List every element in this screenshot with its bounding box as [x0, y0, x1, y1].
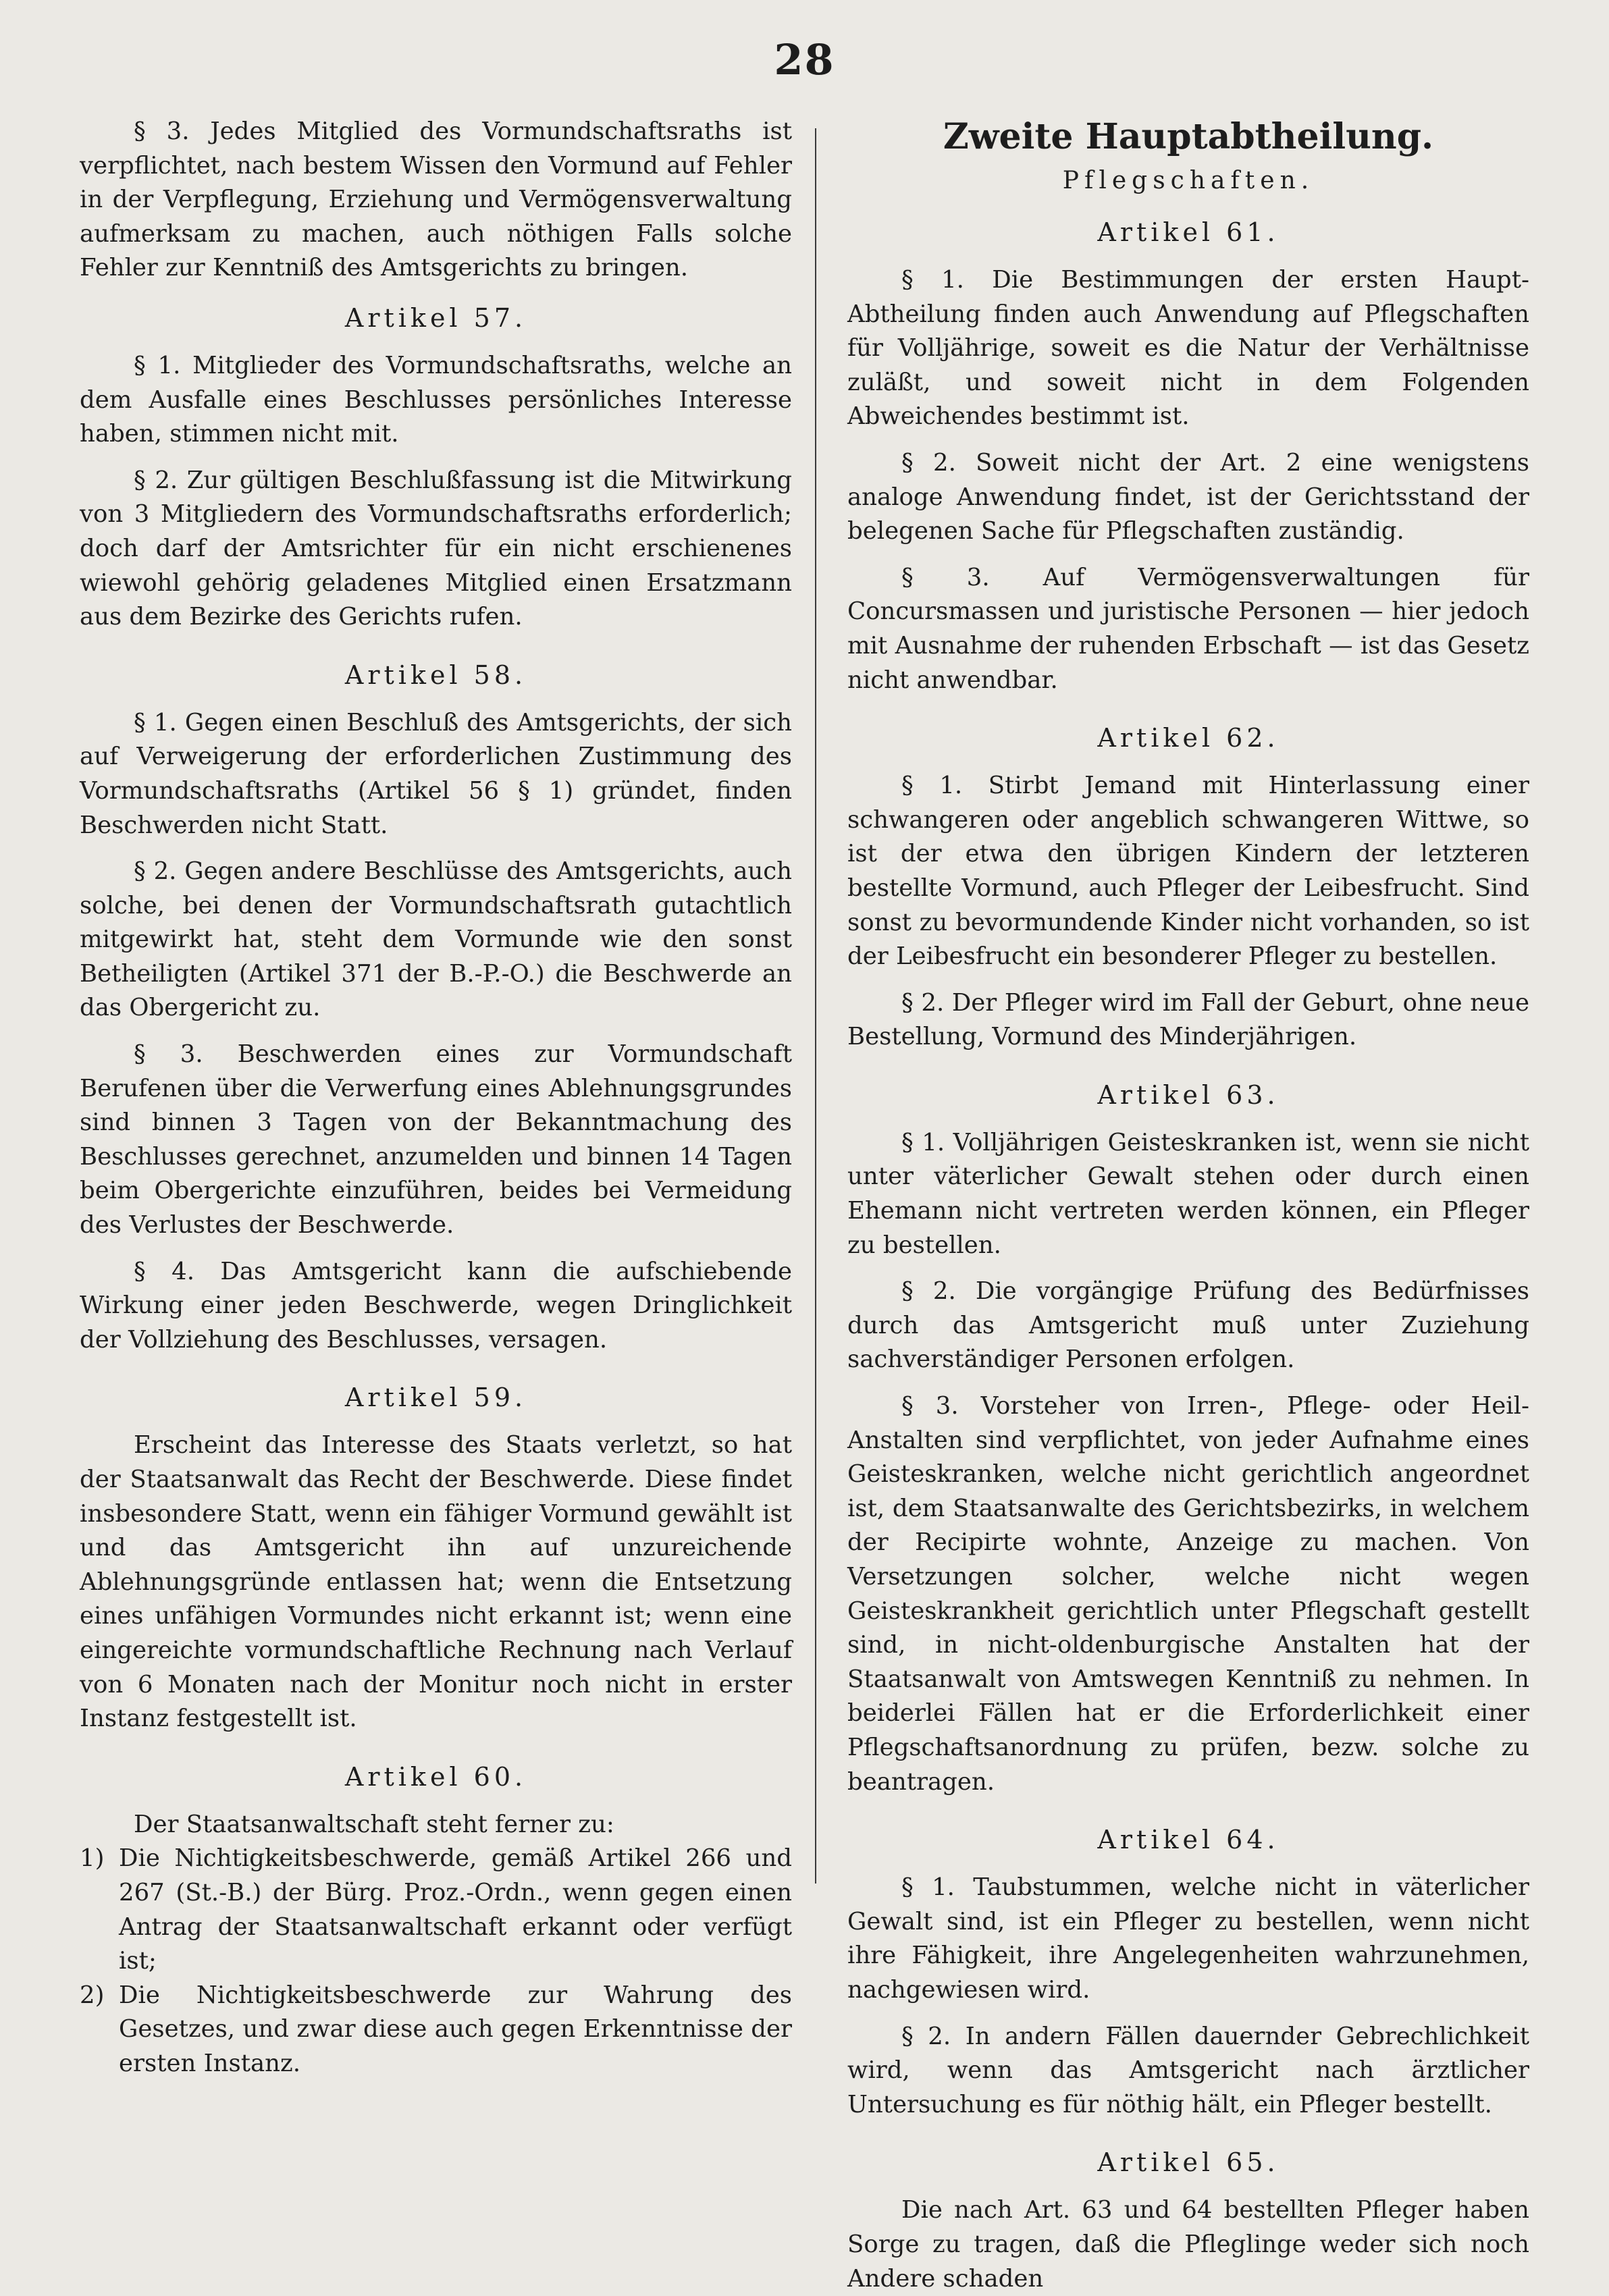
- section-heading: Zweite Hauptabtheilung.: [943, 116, 1434, 157]
- article-58-title: Artikel 58.: [344, 660, 527, 690]
- paragraph: § 2. In andern Fällen dauernder Gebrechlichkeit wird, wenn das Amtsgericht nach ärztlicher Untersuchung es für nöthig hält, ein Pfleger bestellt.: [847, 2022, 1529, 2118]
- section-subheading: Pflegschaften.: [1062, 167, 1315, 194]
- paragraph: § 1. Taubstummen, welche nicht in väterlicher Gewalt sind, ist ein Pfleger zu bestellen, wenn nicht ihre Fähigkeit, ihre Angelegenheiten wahrzunehmen, nachgewiesen wird.: [847, 1873, 1529, 2004]
- paragraph: Der Staatsanwaltschaft steht ferner zu:: [134, 1810, 614, 1838]
- article-57-title: Artikel 57.: [344, 302, 527, 333]
- article-61-title: Artikel 61.: [1097, 217, 1280, 247]
- article-64-title: Artikel 64.: [1097, 1825, 1280, 1855]
- paragraph: § 4. Das Amtsgericht kann die aufschiebende Wirkung einer jeden Beschwerde, wegen Dringlichkeit der Vollziehung des Beschlusses, versagen.: [80, 1257, 792, 1354]
- article-65-title: Artikel 65.: [1097, 2147, 1280, 2178]
- right-column: [847, 113, 1529, 2296]
- paragraph: § 2. Zur gültigen Beschlußfassung ist die Mitwirkung von 3 Mitgliedern des Vormundschaftsraths erforderlich; doch darf der Amtsrichter für ein nicht erschienenes wiewohl gehörig geladenes Mitglied einen Ersatzmann aus dem Bezirke des Gerichts rufen.: [80, 466, 792, 631]
- list-item: [80, 1979, 792, 2081]
- list-item-number: 2): [80, 1981, 105, 2009]
- column-divider: [815, 128, 816, 1884]
- paragraph: Die nach Art. 63 und 64 bestellten Pfleger haben Sorge zu tragen, daß die Pfleglinge weder sich noch Andere schaden: [847, 2196, 1529, 2293]
- list-item-number: 1): [80, 1844, 105, 1873]
- article-62-title: Artikel 62.: [1097, 723, 1280, 753]
- paragraph: § 1. Die Bestimmungen der ersten Haupt-Abtheilung finden auch Anwendung auf Pflegschaften für Volljährige, soweit es die Natur der Verhältnisse zuläßt, und soweit nicht in dem Folgenden Abweichendes bestimmt ist.: [847, 266, 1529, 431]
- page-number: 28: [774, 35, 835, 84]
- paragraph: § 2. Die vorgängige Prüfung des Bedürfnisses durch das Amtsgericht muß unter Zuziehung sachverständiger Personen erfolgen.: [847, 1277, 1529, 1374]
- numbered-list: [80, 1842, 792, 2081]
- list-item: [80, 1842, 792, 1978]
- article-60-title: Artikel 60.: [344, 1761, 527, 1792]
- article-59-title: Artikel 59.: [344, 1383, 527, 1413]
- paragraph: Erscheint das Interesse des Staats verletzt, so hat der Staatsanwalt das Recht der Beschwerde. Diese findet insbesondere Statt, wenn ein fähiger Vormund gewählt ist und das Amtsgericht ihn auf unzureichende Ablehnungsgründe entlassen hat; wenn die Entsetzung eines unfähigen Vormundes nicht erkannt ist; wenn eine eingereichte vormundschaftliche Rechnung nach Verlauf von 6 Monaten nach der Monitur noch nicht in erster Instanz festgestellt ist.: [80, 1431, 792, 1733]
- paragraph: § 3. Beschwerden eines zur Vormundschaft Berufenen über die Verwerfung eines Ablehnungsgrundes sind binnen 3 Tagen von der Bekanntmachung des Beschlusses gerechnet, anzumelden und binnen 14 Tagen beim Obergerichte einzuführen, beides bei Vermeidung des Verlustes der Beschwerde.: [80, 1040, 792, 1239]
- paragraph: § 3. Auf Vermögensverwaltungen für Concursmassen und juristische Personen — hier jedoch mit Ausnahme der ruhenden Erbschaft — ist das Gesetz nicht anwendbar.: [847, 563, 1529, 694]
- paragraph: § 2. Gegen andere Beschlüsse des Amtsgerichts, auch solche, bei denen der Vormundschaftsrath gutachtlich mitgewirkt hat, steht dem Vormunde wie den sonst Betheiligten (Artikel 371 der B.-P.-O.) die Beschwerde an das Obergericht zu.: [80, 857, 792, 1022]
- paragraph: § 1. Gegen einen Beschluß des Amtsgerichts, der sich auf Verweigerung der erforderlichen Zustimmung des Vormundschaftsraths (Artikel 56 § 1) gründet, finden Beschwerden nicht Statt.: [80, 708, 792, 839]
- paragraph: § 3. Jedes Mitglied des Vormundschaftsraths ist verpflichtet, nach bestem Wissen den Vormund auf Fehler in der Verpflegung, Erziehung und Vermögensverwaltung aufmerksam zu machen, auch nöthigen Falls solche Fehler zur Kenntniß des Amtsgerichts zu bringen.: [80, 117, 792, 282]
- paragraph: § 2. Der Pfleger wird im Fall der Geburt, ohne neue Bestellung, Vormund des Minderjährigen.: [847, 988, 1529, 1051]
- paragraph: § 1. Volljährigen Geisteskranken ist, wenn sie nicht unter väterlicher Gewalt stehen oder durch einen Ehemann nicht vertreten werden können, ein Pfleger zu bestellen.: [847, 1128, 1529, 1259]
- left-column: [80, 115, 792, 2081]
- paragraph: § 3. Vorsteher von Irren-, Pflege- oder Heil-Anstalten sind verpflichtet, von jeder Aufnahme eines Geisteskranken, welche nicht gerichtlich angeordnet ist, dem Staatsanwalte des Gerichtsbezirks, in welchem der Recipirte wohnte, Anzeige zu machen. Von Versetzungen solcher, welche nicht wegen Geisteskrankheit gerichtlich unter Pflegschaft gestellt sind, in nicht-oldenburgische Anstalten hat der Staatsanwalt von Amtswegen Kenntniß zu nehmen. In beiderlei Fällen hat er die Erforderlichkeit einer Pflegschaftsanordnung zu prüfen, bezw. solche zu beantragen.: [847, 1392, 1529, 1796]
- paragraph: § 1. Stirbt Jemand mit Hinterlassung einer schwangeren oder angeblich schwangeren Wittwe, so ist der etwa den übrigen Kindern der letzteren bestellte Vormund, auch Pfleger der Leibesfrucht. Sind sonst zu bevormundende Kinder nicht vorhanden, so ist der Leibesfrucht ein besonderer Pfleger zu bestellen.: [847, 772, 1529, 971]
- paragraph: § 2. Soweit nicht der Art. 2 eine wenigstens analoge Anwendung findet, ist der Gerichtsstand der belegenen Sache für Pflegschaften zuständig.: [847, 448, 1529, 545]
- list-item-text: Die Nichtigkeitsbeschwerde zur Wahrung des Gesetzes, und zwar diese auch gegen Erkenntnisse der ersten Instanz.: [119, 1981, 792, 2077]
- list-item-text: Die Nichtigkeitsbeschwerde, gemäß Artikel 266 und 267 (St.-B.) der Bürg. Proz.-Ordn., wenn gegen einen Antrag der Staatsanwaltschaft erkannt oder verfügt ist;: [119, 1844, 792, 1975]
- article-63-title: Artikel 63.: [1097, 1079, 1280, 1110]
- paragraph: § 1. Mitglieder des Vormundschaftsraths, welche an dem Ausfalle eines Beschlusses persönliches Interesse haben, stimmen nicht mit.: [80, 351, 792, 448]
